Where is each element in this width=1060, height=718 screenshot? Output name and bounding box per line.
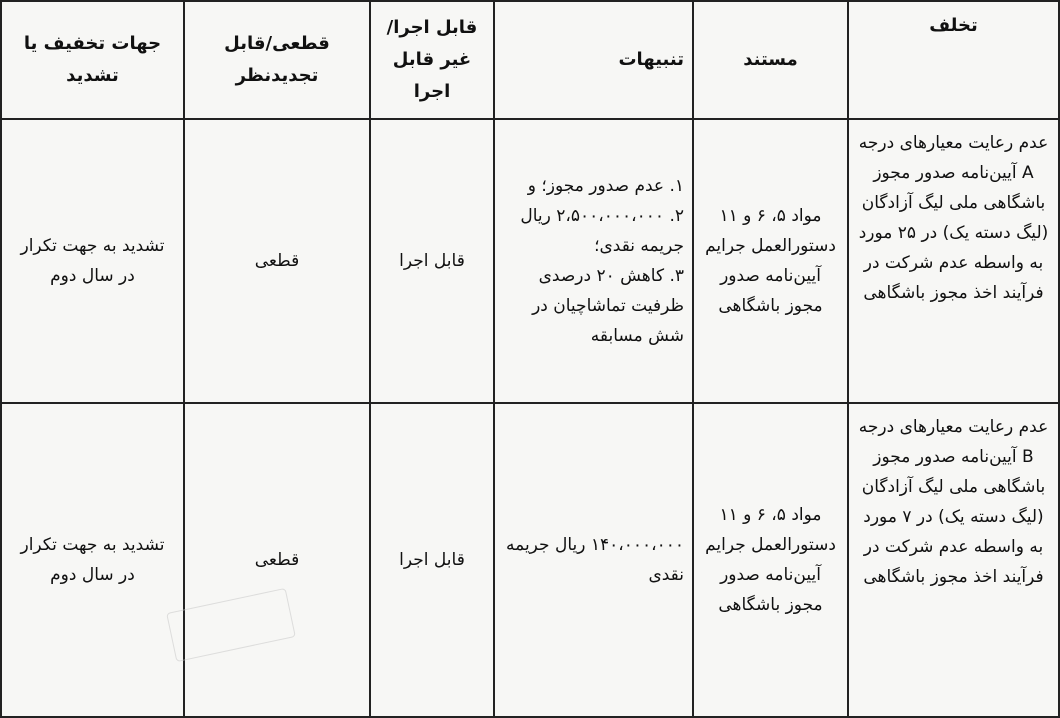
penalty-item: ۲. ۲،۵۰۰،۰۰۰،۰۰۰ ریال جریمه نقدی؛ [520, 206, 684, 256]
table-row [1, 403, 1059, 717]
cell-enforceable: قابل اجرا [370, 119, 494, 403]
cell-source: مواد ۵، ۶ و ۱۱ دستورالعمل جرایم آیین‌نامه صدور مجوز باشگاهی [693, 403, 848, 717]
header-mitigation: جهات تخفیف یا تشدید [1, 1, 184, 119]
cell-final: قطعی [184, 403, 370, 717]
penalty-item: ۳. کاهش ۲۰ درصدی ظرفیت تماشاچیان در شش مسابقه [532, 266, 684, 346]
header-source: مستند [693, 1, 848, 119]
penalty-item: ۱. عدم صدور مجوز؛ و [527, 176, 684, 196]
header-penalties: تنبیهات [494, 1, 693, 119]
cell-enforceable: قابل اجرا [370, 403, 494, 717]
table-row [1, 119, 1059, 403]
cell-penalties [494, 119, 693, 403]
cell-violation: عدم رعایت معیارهای درجه B آیین‌نامه صدور مجوز باشگاهی ملی لیگ آزادگان (لیگ دسته یک) در ۷ مورد به واسطه عدم شرکت در فرآیند اخذ مجوز باشگاهی [848, 403, 1059, 717]
cell-mitigation: تشدید به جهت تکرار در سال دوم [1, 119, 184, 403]
header-violation: تخلف [848, 1, 1059, 119]
table-header-row [1, 1, 1059, 119]
cell-final: قطعی [184, 119, 370, 403]
cell-mitigation: تشدید به جهت تکرار در سال دوم [1, 403, 184, 717]
header-enforceable: قابل اجرا/غیر قابل اجرا [370, 1, 494, 119]
penalty-item: ۱۴۰،۰۰۰،۰۰۰ ریال جریمه نقدی [506, 535, 684, 585]
cell-source: مواد ۵، ۶ و ۱۱ دستورالعمل جرایم آیین‌نامه صدور مجوز باشگاهی [693, 119, 848, 403]
header-final: قطعی/قابل تجدیدنظر [184, 1, 370, 119]
cell-penalties [494, 403, 693, 717]
cell-violation: عدم رعایت معیارهای درجه A آیین‌نامه صدور مجوز باشگاهی ملی لیگ آزادگان (لیگ دسته یک) در ۲۵ مورد به واسطه عدم شرکت در فرآیند اخذ مجوز باشگاهی [848, 119, 1059, 403]
